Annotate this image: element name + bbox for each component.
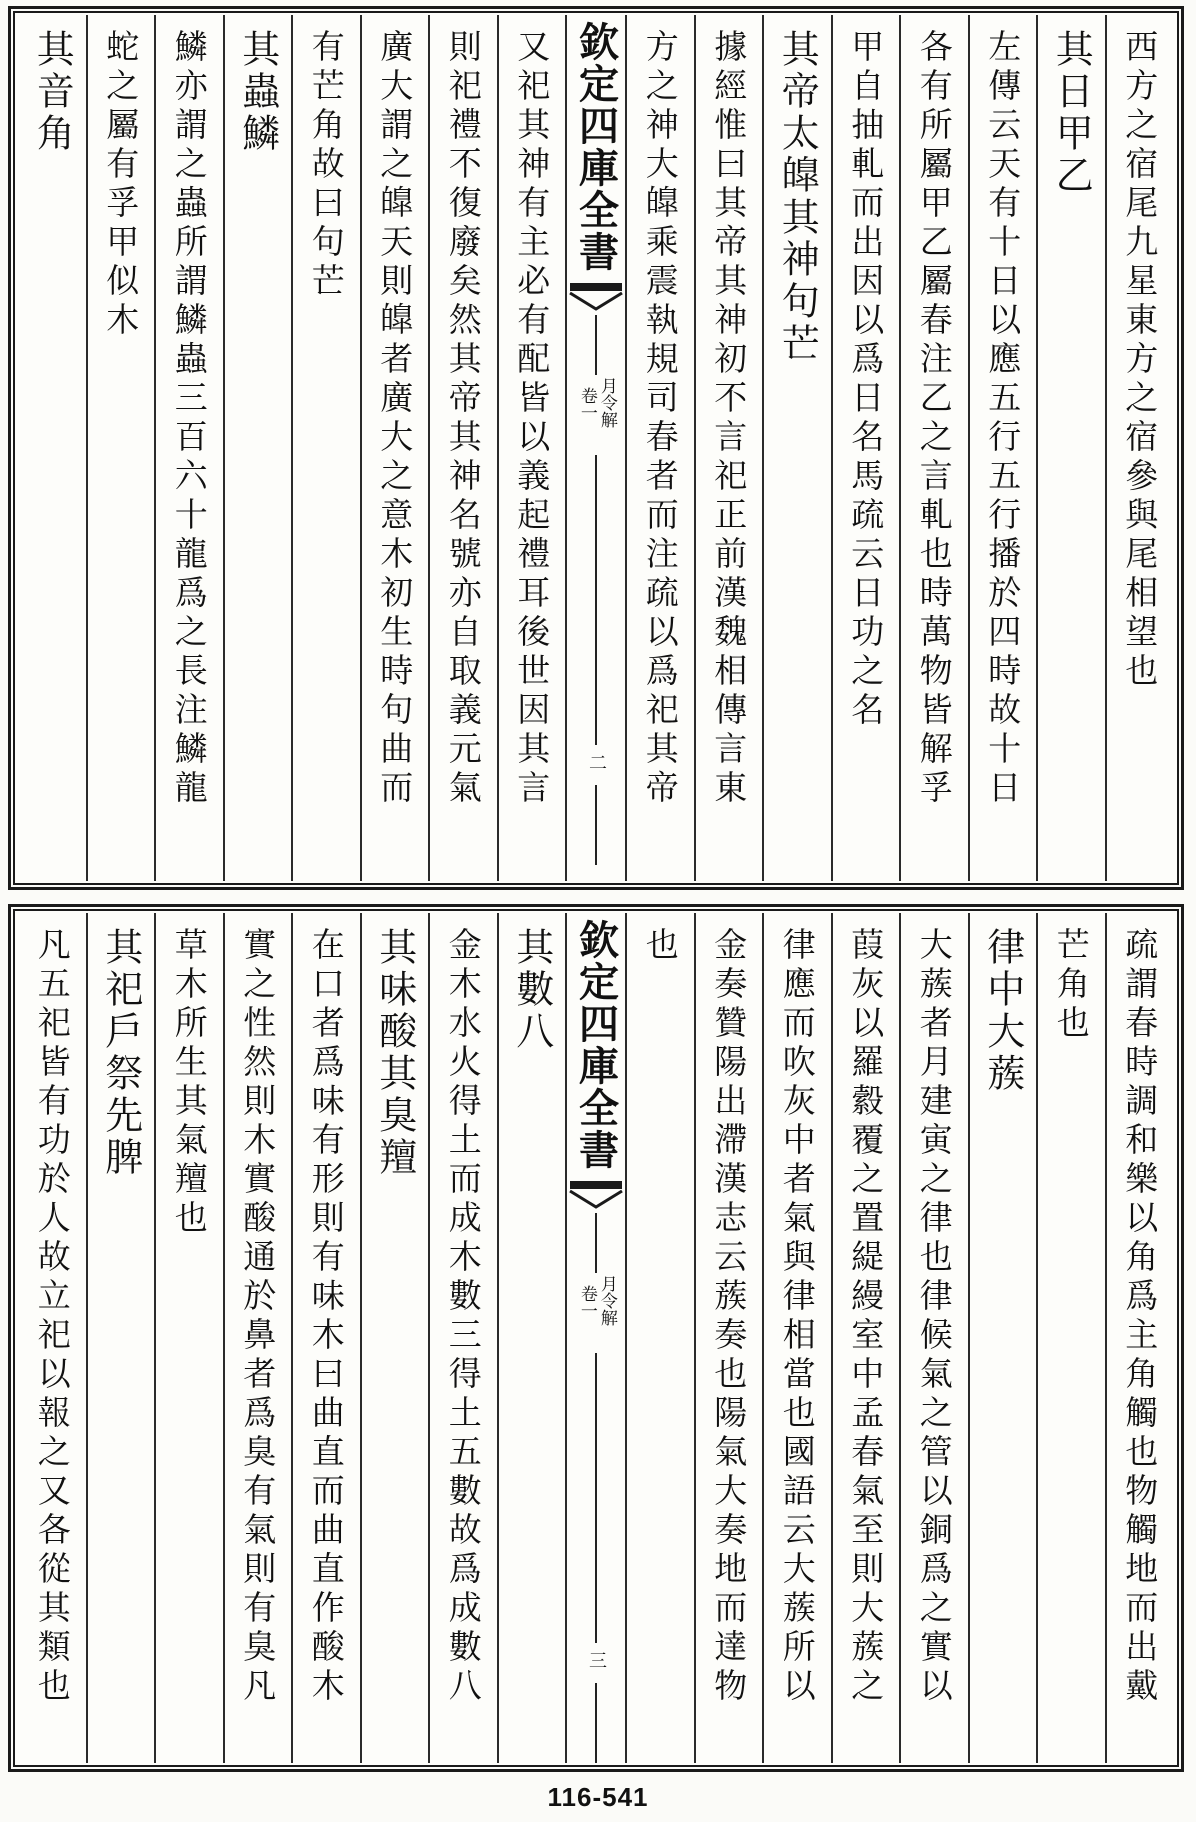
book-title: 欽定四庫全書	[572, 919, 620, 1171]
commentary-column	[1036, 913, 1105, 1763]
commentary-column	[899, 15, 968, 881]
commentary-text: 也	[640, 927, 680, 966]
fishtail-ornament	[567, 283, 625, 311]
commentary-column	[968, 15, 1037, 881]
commentary-column	[154, 913, 223, 1763]
commentary-column	[831, 15, 900, 881]
center-rule	[595, 785, 597, 865]
book-title: 欽定四庫全書	[572, 21, 620, 273]
commentary-text: 方之神大皥乘震執規司春者而注疏以爲祀其帝	[640, 29, 680, 809]
commentary-column	[625, 913, 694, 1763]
page-number: 二	[586, 753, 607, 771]
main-text: 其日甲乙	[1049, 29, 1094, 197]
commentary-text: 金奏贊陽出滯漢志云蔟奏也陽氣大奏地而達物	[709, 927, 749, 1707]
lower-page	[8, 904, 1184, 1772]
commentary-text: 西方之宿尾九星東方之宿參與尾相望也	[1120, 29, 1160, 692]
center-column	[565, 913, 625, 1763]
heading-column	[19, 15, 86, 881]
commentary-text: 則祀禮不復廢矣然其帝其神名號亦自取義元氣	[443, 29, 483, 809]
book-subtitle: 月令解	[596, 377, 617, 428]
commentary-column	[831, 913, 900, 1763]
center-rule	[595, 1683, 597, 1763]
main-text: 其數八	[509, 927, 554, 1053]
fishtail-ornament	[567, 1181, 625, 1209]
center-rule	[595, 315, 597, 375]
commentary-column	[428, 913, 497, 1763]
center-rule	[595, 1353, 597, 1643]
lower-page-columns	[19, 913, 1173, 1763]
main-text: 其祀戶祭先脾	[98, 927, 143, 1179]
commentary-text: 在口者爲味有形則有味木曰曲直而曲直作酸木	[306, 927, 346, 1707]
commentary-text: 疏謂春時調和樂以角爲主角觸也物觸地而出戴	[1120, 927, 1160, 1707]
page-number: 三	[586, 1651, 607, 1669]
volume-label: 卷一	[576, 387, 597, 421]
commentary-text: 草木所生其氣羶也	[169, 927, 209, 1239]
commentary-column	[291, 913, 360, 1763]
commentary-column	[625, 15, 694, 881]
commentary-column	[86, 15, 155, 881]
commentary-text: 鱗亦謂之蟲所謂鱗蟲三百六十龍爲之長注鱗龍	[169, 29, 209, 809]
commentary-text: 律應而吹灰中者氣與律相當也國語云大蔟所以	[777, 927, 817, 1707]
commentary-text: 金木水火得土而成木數三得土五數故爲成數八	[443, 927, 483, 1707]
commentary-text: 甲自抽軋而出因以爲日名馬疏云日功之名	[846, 29, 886, 731]
commentary-column	[1105, 913, 1174, 1763]
heading-column	[762, 15, 831, 881]
commentary-column	[497, 15, 566, 881]
commentary-column	[291, 15, 360, 881]
center-column	[565, 15, 625, 881]
center-rule	[595, 1213, 597, 1273]
commentary-text: 有芒角故曰句芒	[306, 29, 346, 302]
heading-column	[1036, 15, 1105, 881]
commentary-column	[1105, 15, 1174, 881]
heading-column	[968, 913, 1037, 1763]
main-text: 其味酸其臭羶	[372, 927, 417, 1179]
commentary-column	[223, 913, 292, 1763]
main-text: 其音角	[30, 29, 75, 155]
center-rule	[595, 455, 597, 745]
heading-column	[86, 913, 155, 1763]
commentary-text: 據經惟曰其帝其神初不言祀正前漢魏相傳言東	[709, 29, 749, 809]
commentary-column	[360, 15, 429, 881]
commentary-text: 左傳云天有十日以應五行五行播於四時故十日	[983, 29, 1023, 809]
volume-label: 卷一	[576, 1285, 597, 1319]
commentary-column	[19, 913, 86, 1763]
main-text: 其帝太皥其神句芒	[775, 29, 820, 365]
commentary-column	[899, 913, 968, 1763]
book-subtitle: 月令解	[596, 1275, 617, 1326]
heading-column	[360, 913, 429, 1763]
main-text: 律中大蔟	[980, 927, 1025, 1095]
commentary-column	[428, 15, 497, 881]
commentary-text: 實之性然則木實酸通於鼻者爲臭有氣則有臭凡	[238, 927, 278, 1707]
commentary-text: 凡五祀皆有功於人故立祀以報之又各從其類也	[32, 927, 72, 1707]
commentary-text: 芒角也	[1051, 927, 1091, 1044]
heading-column	[497, 913, 566, 1763]
commentary-text: 葭灰以羅縠覆之置緹縵室中孟春氣至則大蔟之	[846, 927, 886, 1707]
commentary-text: 又祀其神有主必有配皆以義起禮耳後世因其言	[512, 29, 552, 809]
heading-column	[223, 15, 292, 881]
upper-page-columns	[19, 15, 1173, 881]
upper-page	[8, 6, 1184, 890]
commentary-text: 蛇之屬有孚甲似木	[101, 29, 141, 341]
commentary-column	[694, 15, 763, 881]
commentary-text: 各有所屬甲乙屬春注乙之言軋也時萬物皆解孚	[914, 29, 954, 809]
commentary-text: 大蔟者月建寅之律也律候氣之管以銅爲之實以	[914, 927, 954, 1707]
commentary-column	[694, 913, 763, 1763]
commentary-column	[154, 15, 223, 881]
commentary-column	[762, 913, 831, 1763]
commentary-text: 廣大謂之皥天則皥者廣大之意木初生時句曲而	[375, 29, 415, 809]
main-text: 其蟲鱗	[235, 29, 280, 155]
page-reference-number: 116-541	[547, 1782, 649, 1812]
